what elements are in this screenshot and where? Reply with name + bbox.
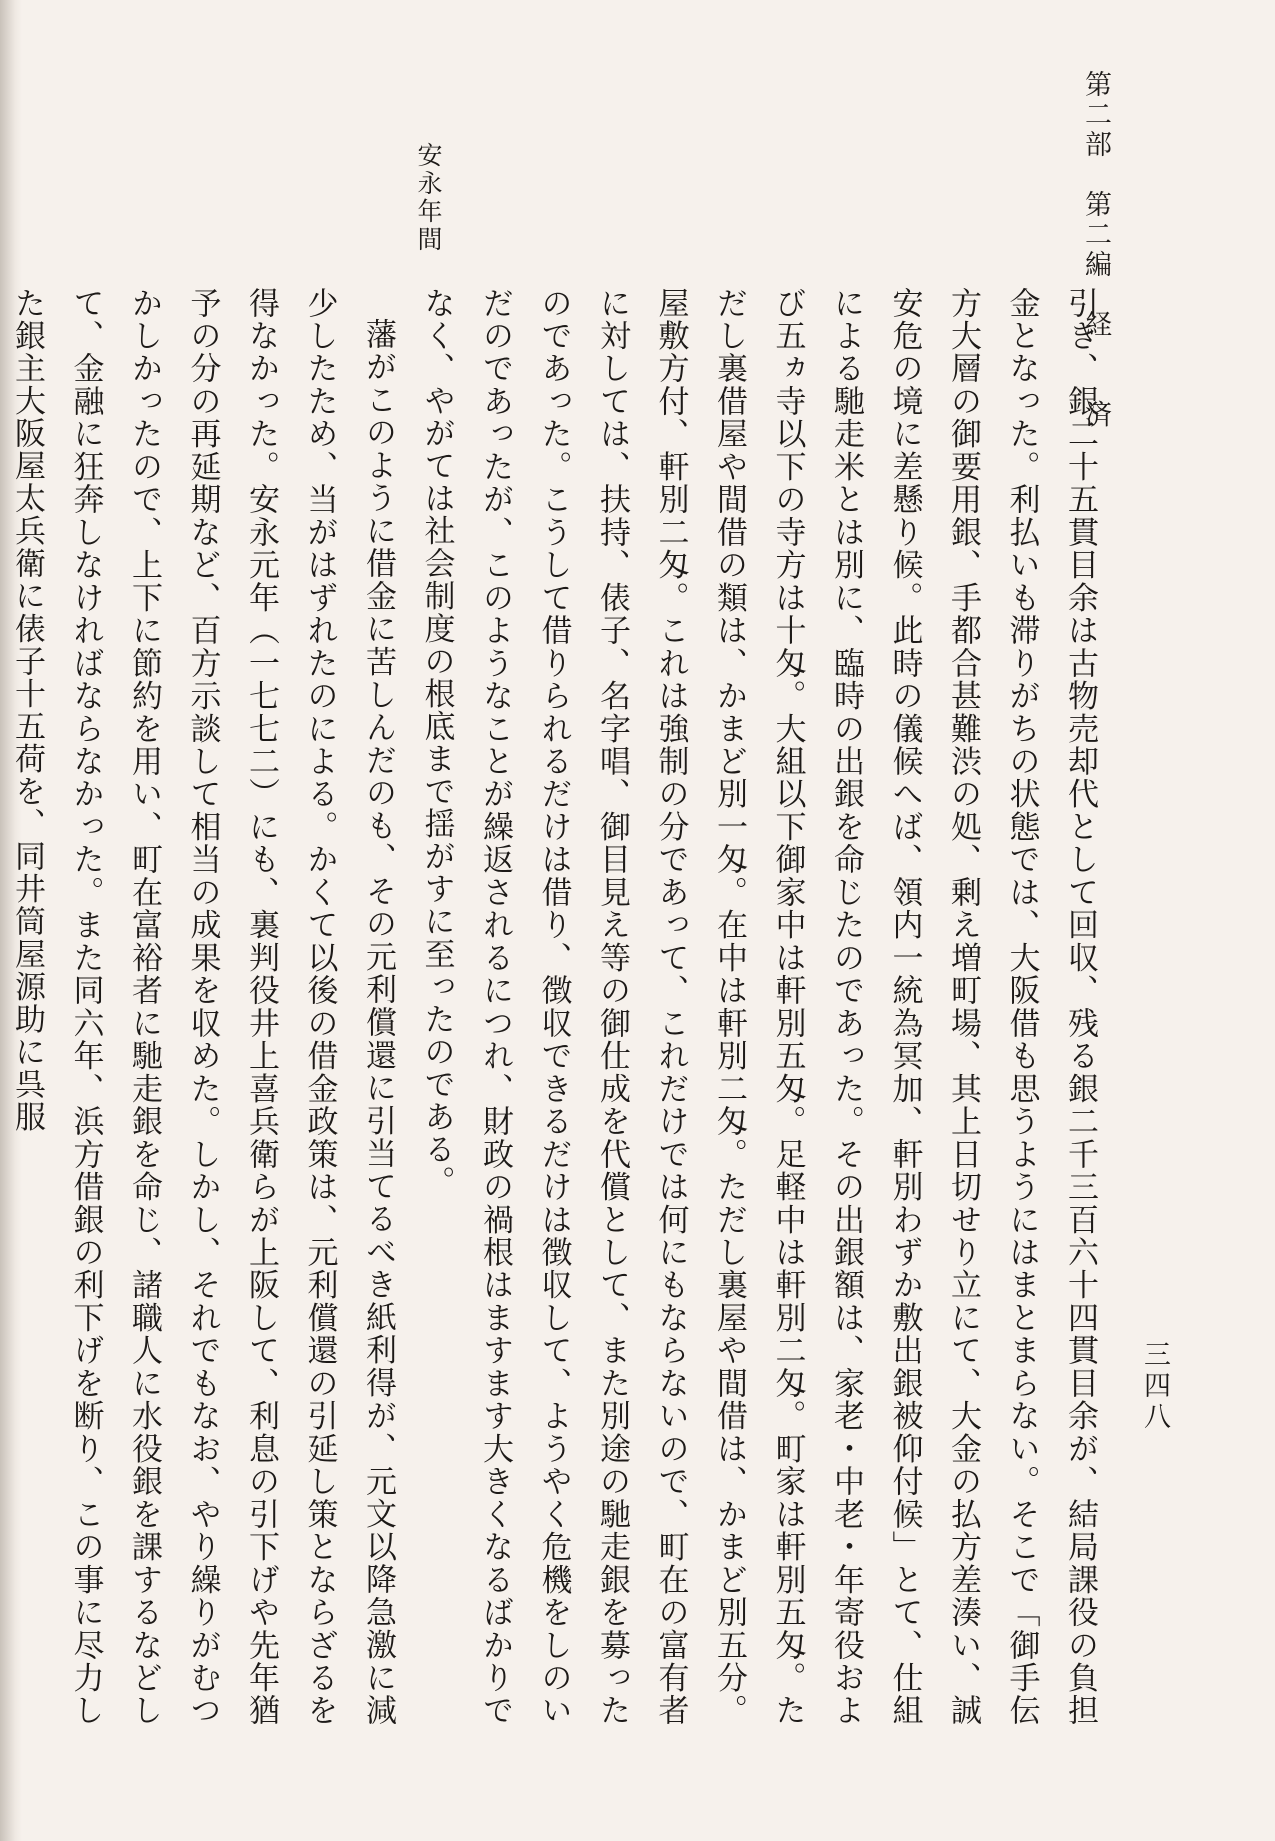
page-number: 三四八 [1139,1340,1170,1433]
body-text [0,287,1109,1727]
margin-note: 安永年間 [414,142,443,254]
paragraph-1: 引き、銀二十五貫目余は古物売却代として回収、残る銀二千三百六十四貫目余が、結局課役の負担金となった。利払いも滞りがちの状態では、大阪借も思うようにはまとまらない。そこで「御手伝方大層の御要用銀、手都合甚難渋の処、剰え増町場、其上日切せり立にて、大金の払方差湊い、誠安危の境に差懸り候。此時の儀候へば、領内一統為冥加、軒別わずか敷出銀被仰付候」とて、仕組による馳走米とは別に、臨時の出銀を命じたのであった。その出銀額は、家老・中老・年寄役および五ヵ寺以下の寺方は十匁。大組以下御家中は軒別五匁。足軽中は軒別二匁。町家は軒別五匁。ただし裏借屋や間借の類は、かまど別一匁。在中は軒別二匁。ただし裏屋や間借は、かまど別五分。屋敷方付、軒別二匁。これは強制の分であって、これだけでは何にもならないので、町在の富有者に対しては、扶持、俵子、名字唱、御目見え等の御仕成を代償として、また別途の馳走銀を募ったのであった。こうして借りられるだけは借り、徴収できるだけは徴収して、ようやく危機をしのいだのであったが、このようなことが繰返されるにつれ、財政の禍根はますます大きくなるばかりでなく、やがては社会制度の根底まで揺がすに至ったのである。 [418,287,1098,1727]
running-header: 第二部 第二編 経 済 [1080,70,1111,430]
paragraph-2: 藩がこのように借金に苦しんだのも、その元利償還に引当てるべき紙利得が、元文以降急激に減少したため、当がはずれたのによる。かくて以後の借金政策は、元利償還の引延し策とならざるを得なかった。安永元年（一七七二）にも、裏判役井上喜兵衛らが上阪して、利息の引下げや先年猶予の分の再延期など、百方示談して相当の成果を収めた。しかし、それでもなお、やり繰りがむつかしかったので、上下に節約を用い、町在富裕者に馳走銀を命じ、諸職人に水役銀を課するなどして、金融に狂奔しなければならなかった。また同六年、浜方借銀の利下げを断り、この事に尽力した銀主大阪屋太兵衛に俵子十五荷を、同井筒屋源助に呉服 [9,287,396,1727]
